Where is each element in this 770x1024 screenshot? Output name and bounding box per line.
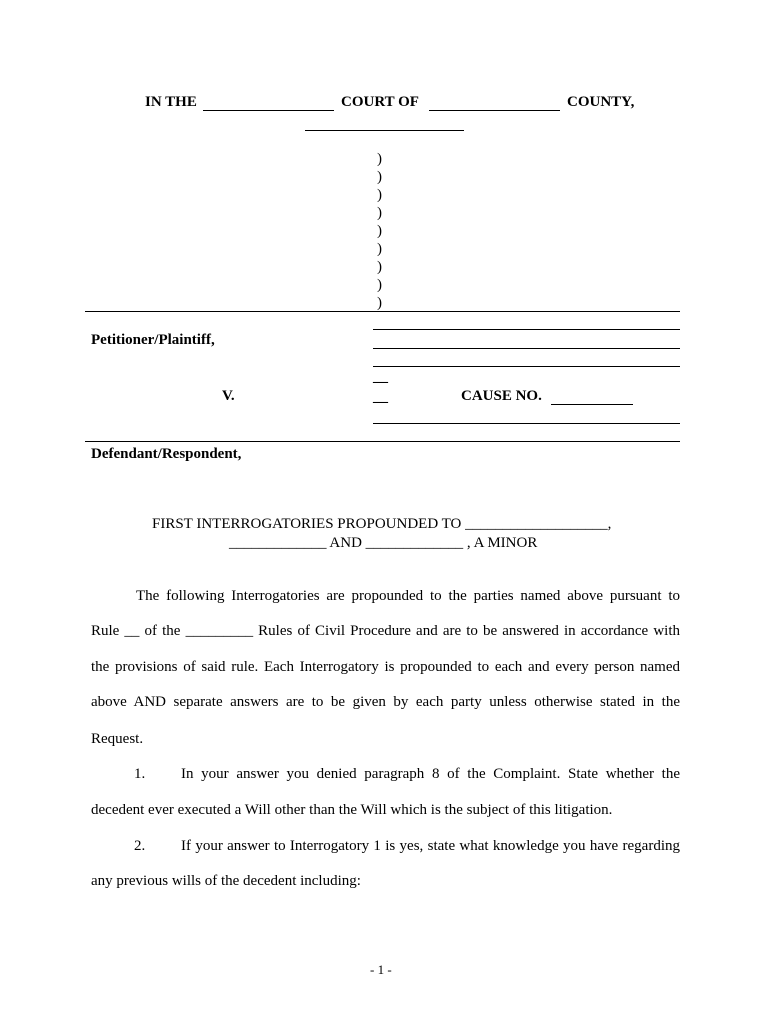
county-second-blank[interactable] — [305, 116, 464, 136]
caption-dash-2: __ — [373, 389, 388, 405]
paren: ) — [377, 169, 382, 185]
caption-top-rule — [85, 311, 680, 312]
caption-parens — [377, 150, 382, 312]
caption-right-rule-1[interactable] — [373, 329, 680, 330]
page-number: - 1 - — [370, 962, 392, 977]
item-number: 1. — [134, 766, 146, 782]
intro-line-1: The following Interrogatories are propounded to the parties named above pursuant to — [136, 588, 680, 604]
item-2-line-2: any previous wills of the decedent including: — [91, 873, 361, 889]
caption-dash-1: __ — [373, 369, 388, 385]
paren: ) — [377, 205, 382, 221]
paren: ) — [377, 295, 382, 311]
intro-line-4: above AND separate answers are to be given by each party unless otherwise stated in the — [91, 694, 680, 710]
paren: ) — [377, 241, 382, 257]
item-number: 2. — [134, 838, 146, 854]
intro-line-2: Rule __ of the _________ Rules of Civil Procedure and are to be answered in accordance with — [91, 623, 680, 639]
petitioner-label: Petitioner/Plaintiff, — [91, 332, 215, 348]
item-1-line-2: decedent ever executed a Will other than the Will which is the subject of this litigation. — [91, 802, 613, 818]
paren: ) — [377, 259, 382, 275]
cause-no-blank[interactable] — [551, 390, 633, 410]
county-label: COUNTY, — [567, 94, 635, 110]
court-name-blank[interactable] — [203, 96, 334, 116]
document-title-line-1: FIRST INTERROGATORIES PROPOUNDED TO ___________________, — [152, 516, 612, 532]
item-1-line-1: In your answer you denied paragraph 8 of the Complaint. State whether the — [181, 766, 680, 782]
paren: ) — [377, 223, 382, 239]
caption-bottom-rule — [85, 441, 680, 442]
court-of-label: COURT OF — [341, 94, 419, 110]
paren: ) — [377, 151, 382, 167]
court-in-the-label: IN THE — [145, 94, 197, 110]
versus-label: V. — [222, 388, 235, 404]
document-title-line-2: _____________ AND _____________ , A MINOR — [229, 535, 538, 551]
intro-line-5: Request. — [91, 731, 144, 747]
paren: ) — [377, 187, 382, 203]
county-name-blank[interactable] — [429, 96, 560, 116]
paren: ) — [377, 277, 382, 293]
caption-right-rule-2[interactable] — [373, 348, 680, 349]
item-2-line-1: If your answer to Interrogatory 1 is yes, state what knowledge you have regarding — [181, 838, 680, 854]
caption-right-rule-4[interactable] — [373, 423, 680, 424]
caption-right-rule-3[interactable] — [373, 366, 680, 367]
cause-no-label: CAUSE NO. — [461, 388, 542, 404]
defendant-label: Defendant/Respondent, — [91, 446, 242, 462]
intro-line-3: the provisions of said rule. Each Interrogatory is propounded to each and every person named — [91, 659, 680, 675]
